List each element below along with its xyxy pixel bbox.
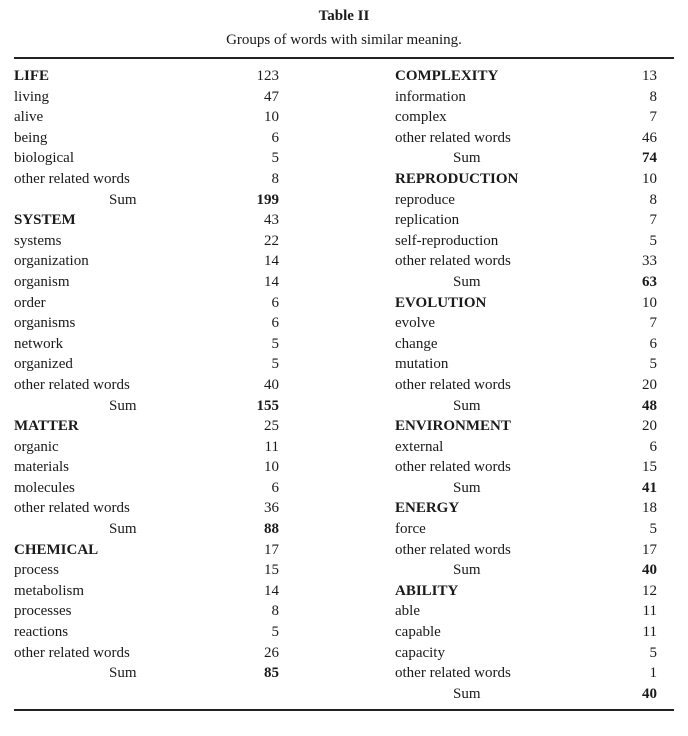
table-row [395,107,657,128]
count-value: 10 [264,459,279,476]
table-row [14,107,279,128]
count-value: 5 [271,335,279,352]
count-value: 33 [642,253,657,270]
word-label: capable [395,624,441,641]
group-label: REPRODUCTION [395,170,519,187]
sum-row [395,396,657,417]
group-label: COMPLEXITY [395,68,499,84]
count-value: 47 [264,88,279,105]
count-value: 10 [642,294,657,311]
table-caption: Groups of words with similar meaning. [226,32,462,48]
count-value: 7 [649,212,657,229]
count-value: 5 [649,232,657,249]
left-column [14,66,279,684]
count-value: 10 [264,109,279,126]
count-value: 123 [256,68,279,84]
table-row [395,190,657,211]
table-row [395,643,657,664]
word-label: reactions [14,624,69,641]
sum-label: Sum [109,521,137,538]
count-value: 14 [264,253,279,270]
group-header-row [395,169,657,190]
sum-row [14,396,279,417]
table-row [14,498,279,519]
count-value: 17 [642,541,657,558]
sum-label: Sum [453,273,481,290]
word-label: other related words [395,253,511,270]
count-value: 20 [642,376,657,393]
table-row [395,519,657,540]
word-label: organization [14,253,89,270]
sum-label: Sum [109,665,137,682]
group-label: MATTER [14,418,79,435]
count-value: 46 [642,129,657,146]
sum-label: Sum [453,397,481,414]
table-row [395,375,657,396]
sum-value: 48 [642,397,657,414]
count-value: 8 [271,603,279,620]
table-row [14,231,279,252]
group-label: CHEMICAL [14,541,99,558]
count-value: 7 [649,315,657,332]
sum-value: 63 [642,273,657,290]
table-row [14,128,279,149]
group-label: ENERGY [395,500,460,517]
table-row [14,334,279,355]
count-value: 5 [271,624,279,641]
count-value: 14 [264,273,279,290]
group-label: LIFE [14,68,50,84]
count-value: 11 [642,624,657,641]
sum-label: Sum [453,562,481,579]
sum-row [395,148,657,169]
group-header-row [14,540,279,561]
word-label: capacity [395,644,445,661]
sum-row [395,478,657,499]
sum-row [395,560,657,581]
count-value: 40 [264,376,279,393]
word-label: other related words [14,170,130,187]
table-row [395,601,657,622]
word-label: reproduce [395,191,455,208]
group-header-row [14,416,279,437]
group-header-row [14,66,279,87]
word-label: able [395,603,420,620]
count-value: 1 [649,665,657,682]
table-row [395,437,657,458]
group-label: SYSTEM [14,212,76,229]
table-row [395,334,657,355]
sum-value: 40 [642,562,657,579]
right-column [395,66,657,704]
group-label: ABILITY [395,582,459,599]
count-value: 6 [271,294,279,311]
table-row [395,313,657,334]
count-value: 15 [264,562,279,579]
sum-value: 85 [264,665,279,682]
table-row [14,169,279,190]
word-label: being [14,129,48,146]
sum-value: 74 [642,150,657,167]
word-label: living [14,88,50,105]
sum-value: 199 [256,191,279,208]
word-label: network [14,335,64,352]
count-value: 10 [642,170,657,187]
sum-row [14,663,279,684]
table-row [395,457,657,478]
table-row [14,560,279,581]
table-row [14,293,279,314]
table-row [395,622,657,643]
word-label: systems [14,232,62,249]
group-header-row [14,210,279,231]
word-label: other related words [395,665,511,682]
count-value: 14 [264,582,279,599]
count-value: 6 [271,479,279,496]
table-title: Table II [318,8,370,24]
word-label: other related words [395,541,511,558]
word-label: force [395,521,426,538]
count-value: 20 [642,418,657,435]
count-value: 25 [264,418,279,435]
word-label: order [14,294,46,311]
sum-value: 88 [264,521,279,538]
bottom-rule [14,709,674,711]
count-value: 5 [271,356,279,373]
count-value: 5 [649,521,657,538]
sum-value: 40 [642,685,657,702]
word-label: complex [395,109,447,126]
word-label: process [14,562,59,579]
table-row [14,251,279,272]
count-value: 22 [264,232,279,249]
word-label: other related words [14,644,130,661]
table-row [14,354,279,375]
sum-label: Sum [453,150,481,167]
count-value: 11 [264,438,279,455]
word-label: molecules [14,479,75,496]
word-label: organisms [14,315,76,332]
table-row [395,231,657,252]
table-row [14,601,279,622]
sum-row [395,684,657,705]
table-row [14,478,279,499]
sum-row [395,272,657,293]
count-value: 17 [264,541,279,558]
top-rule [14,57,674,59]
table-row [14,622,279,643]
table-row [395,663,657,684]
table-row [14,87,279,108]
count-value: 6 [271,129,279,146]
sum-label: Sum [109,191,137,208]
sum-value: 155 [256,397,279,414]
table-row [14,581,279,602]
word-label: metabolism [14,582,84,599]
count-value: 26 [264,644,279,661]
count-value: 8 [649,191,657,208]
count-value: 8 [649,88,657,105]
word-label: other related words [395,376,511,393]
group-label: ENVIRONMENT [395,418,511,435]
table-row [14,148,279,169]
count-value: 6 [271,315,279,332]
word-label: self-reproduction [395,232,499,249]
count-value: 43 [264,212,279,229]
count-value: 15 [642,459,657,476]
table-row [14,437,279,458]
count-value: 7 [649,109,657,126]
word-label: information [395,88,466,105]
sum-row [14,190,279,211]
word-label: other related words [395,459,511,476]
word-label: other related words [14,376,130,393]
count-value: 6 [649,438,657,455]
table-row [14,272,279,293]
count-value: 11 [642,603,657,620]
sum-value: 41 [642,479,657,496]
word-label: organized [14,356,73,373]
count-value: 5 [649,644,657,661]
group-label: EVOLUTION [395,294,487,311]
count-value: 6 [649,335,657,352]
count-value: 5 [271,150,279,167]
word-label: other related words [395,129,511,146]
group-header-row [395,498,657,519]
group-header-row [395,416,657,437]
table-row [395,210,657,231]
group-header-row [395,66,657,87]
group-header-row [395,293,657,314]
sum-label: Sum [109,397,137,414]
count-value: 13 [642,68,657,84]
count-value: 36 [264,500,279,517]
word-label: change [395,335,438,352]
count-value: 12 [642,582,657,599]
sum-label: Sum [453,479,481,496]
group-header-row [395,581,657,602]
sum-row [14,519,279,540]
count-value: 18 [642,500,657,517]
word-label: biological [14,150,74,167]
table-row [14,375,279,396]
word-label: processes [14,603,72,620]
table-row [395,354,657,375]
table-row [395,251,657,272]
table-row [395,87,657,108]
word-label: other related words [14,500,130,517]
sum-label: Sum [453,685,481,702]
word-label: organism [14,273,70,290]
word-label: materials [14,459,69,476]
table-row [395,540,657,561]
table-row [395,128,657,149]
word-label: organic [14,438,59,455]
count-value: 8 [271,170,279,187]
table-row [14,457,279,478]
word-label: evolve [395,315,435,332]
word-label: external [395,438,444,455]
table-row [14,313,279,334]
word-label: alive [14,109,44,126]
word-label: mutation [395,356,449,373]
count-value: 5 [649,356,657,373]
word-label: replication [395,212,460,229]
table-row [14,643,279,664]
